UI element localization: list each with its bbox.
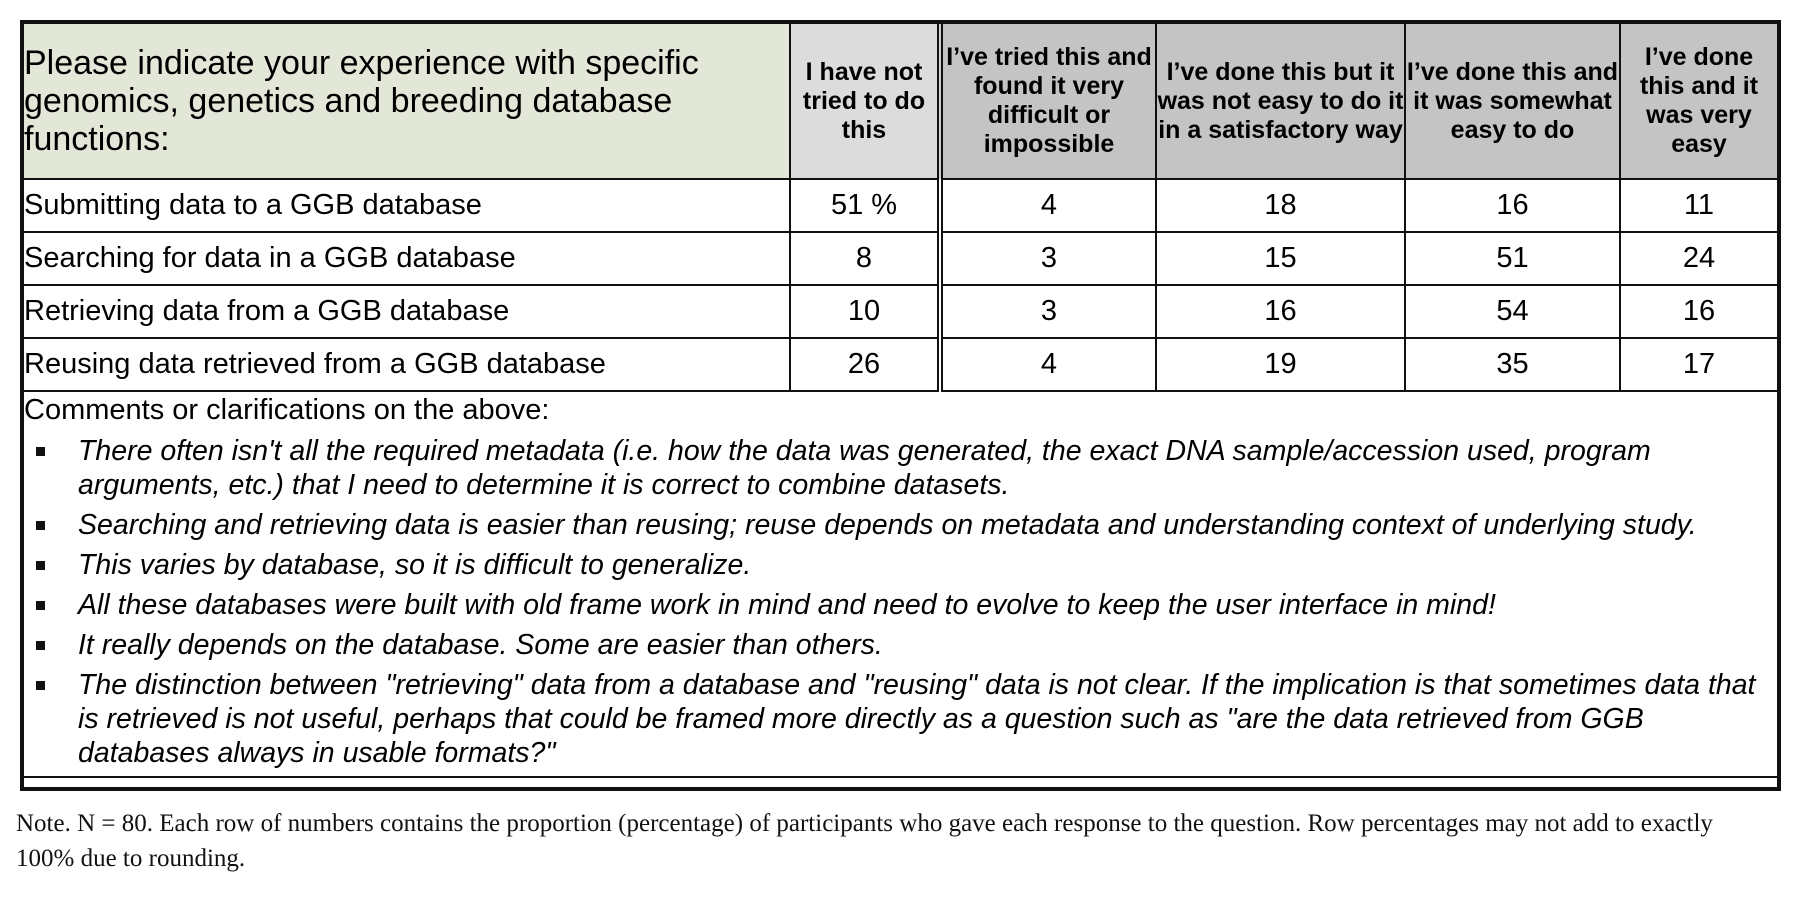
bullet-icon [36, 447, 45, 456]
comment-item [24, 508, 1777, 542]
comment-text: There often isn't all the required metadata (i.e. how the data was generated, the exact DNA sample/accession used, program arguments, etc.) that I need to determine it is correct to combine datasets. [78, 435, 1651, 501]
question-header: Please indicate your experience with specific genomics, genetics and breeding database functions: [24, 24, 790, 179]
comment-text: The distinction between "retrieving" data from a database and "reusing" data is not clear. If the implication is that sometimes data that is retrieved is not useful, perhaps that could be framed more directly as a question such as "are the data retrieved from GGB databases always in usable formats?" [78, 669, 1756, 769]
cell-value: 35 [1405, 338, 1620, 391]
cell-value: 18 [1156, 179, 1405, 232]
cell-value: 17 [1620, 338, 1777, 391]
comments-section [24, 391, 1777, 777]
table-row [24, 179, 1777, 232]
comment-item [24, 628, 1777, 662]
cell-value: 24 [1620, 232, 1777, 285]
row-label: Searching for data in a GGB database [24, 232, 790, 285]
cell-value: 16 [1156, 285, 1405, 338]
comment-text: All these databases were built with old frame work in mind and need to evolve to keep the user interface in mind! [78, 589, 1496, 621]
cell-value: 4 [940, 338, 1156, 391]
column-header-not-easy: I’ve done this but it was not easy to do it in a satisfactory way [1156, 24, 1405, 179]
column-header-somewhat-easy: I’ve done this and it was somewhat easy to do [1405, 24, 1620, 179]
bullet-icon [36, 681, 45, 690]
comments-row [24, 391, 1777, 777]
column-header-very-difficult: I’ve tried this and found it very difficult or impossible [940, 24, 1156, 179]
column-header-not-tried: I have not tried to do this [790, 24, 940, 179]
cell-value: 16 [1620, 285, 1777, 338]
comment-item [24, 588, 1777, 622]
comments-title: Comments or clarifications on the above: [24, 394, 550, 426]
cell-value: 8 [790, 232, 940, 285]
row-label: Submitting data to a GGB database [24, 179, 790, 232]
comment-text: Searching and retrieving data is easier than reusing; reuse depends on metadata and understanding context of underlying study. [78, 509, 1697, 541]
cell-value: 19 [1156, 338, 1405, 391]
cell-value: 51 % [790, 179, 940, 232]
column-header-very-easy: I’ve done this and it was very easy [1620, 24, 1777, 179]
comment-item [24, 548, 1777, 582]
table-note: Note. N = 80. Each row of numbers contains the proportion (percentage) of participants who gave each response to the question. Row percentages may not add to exactly 100% due to rounding. [16, 810, 1713, 872]
comment-text: This varies by database, so it is difficult to generalize. [78, 549, 752, 581]
bullet-icon [36, 601, 45, 610]
comments-list [24, 434, 1777, 770]
table-row [24, 338, 1777, 391]
cell-value: 26 [790, 338, 940, 391]
bullet-icon [36, 641, 45, 650]
cell-value: 54 [1405, 285, 1620, 338]
cell-value: 3 [940, 285, 1156, 338]
survey-table-frame [20, 20, 1781, 791]
cell-value: 4 [940, 179, 1156, 232]
row-label: Retrieving data from a GGB database [24, 285, 790, 338]
header-row [24, 24, 1777, 179]
cell-value: 15 [1156, 232, 1405, 285]
table-row [24, 232, 1777, 285]
bullet-icon [36, 561, 45, 570]
row-label: Reusing data retrieved from a GGB database [24, 338, 790, 391]
comment-item [24, 668, 1777, 770]
survey-table [24, 24, 1777, 778]
table-row [24, 285, 1777, 338]
comment-text: It really depends on the database. Some are easier than others. [78, 629, 883, 661]
cell-value: 16 [1405, 179, 1620, 232]
cell-value: 11 [1620, 179, 1777, 232]
bullet-icon [36, 521, 45, 530]
cell-value: 51 [1405, 232, 1620, 285]
comment-item [24, 434, 1777, 502]
cell-value: 3 [940, 232, 1156, 285]
cell-value: 10 [790, 285, 940, 338]
